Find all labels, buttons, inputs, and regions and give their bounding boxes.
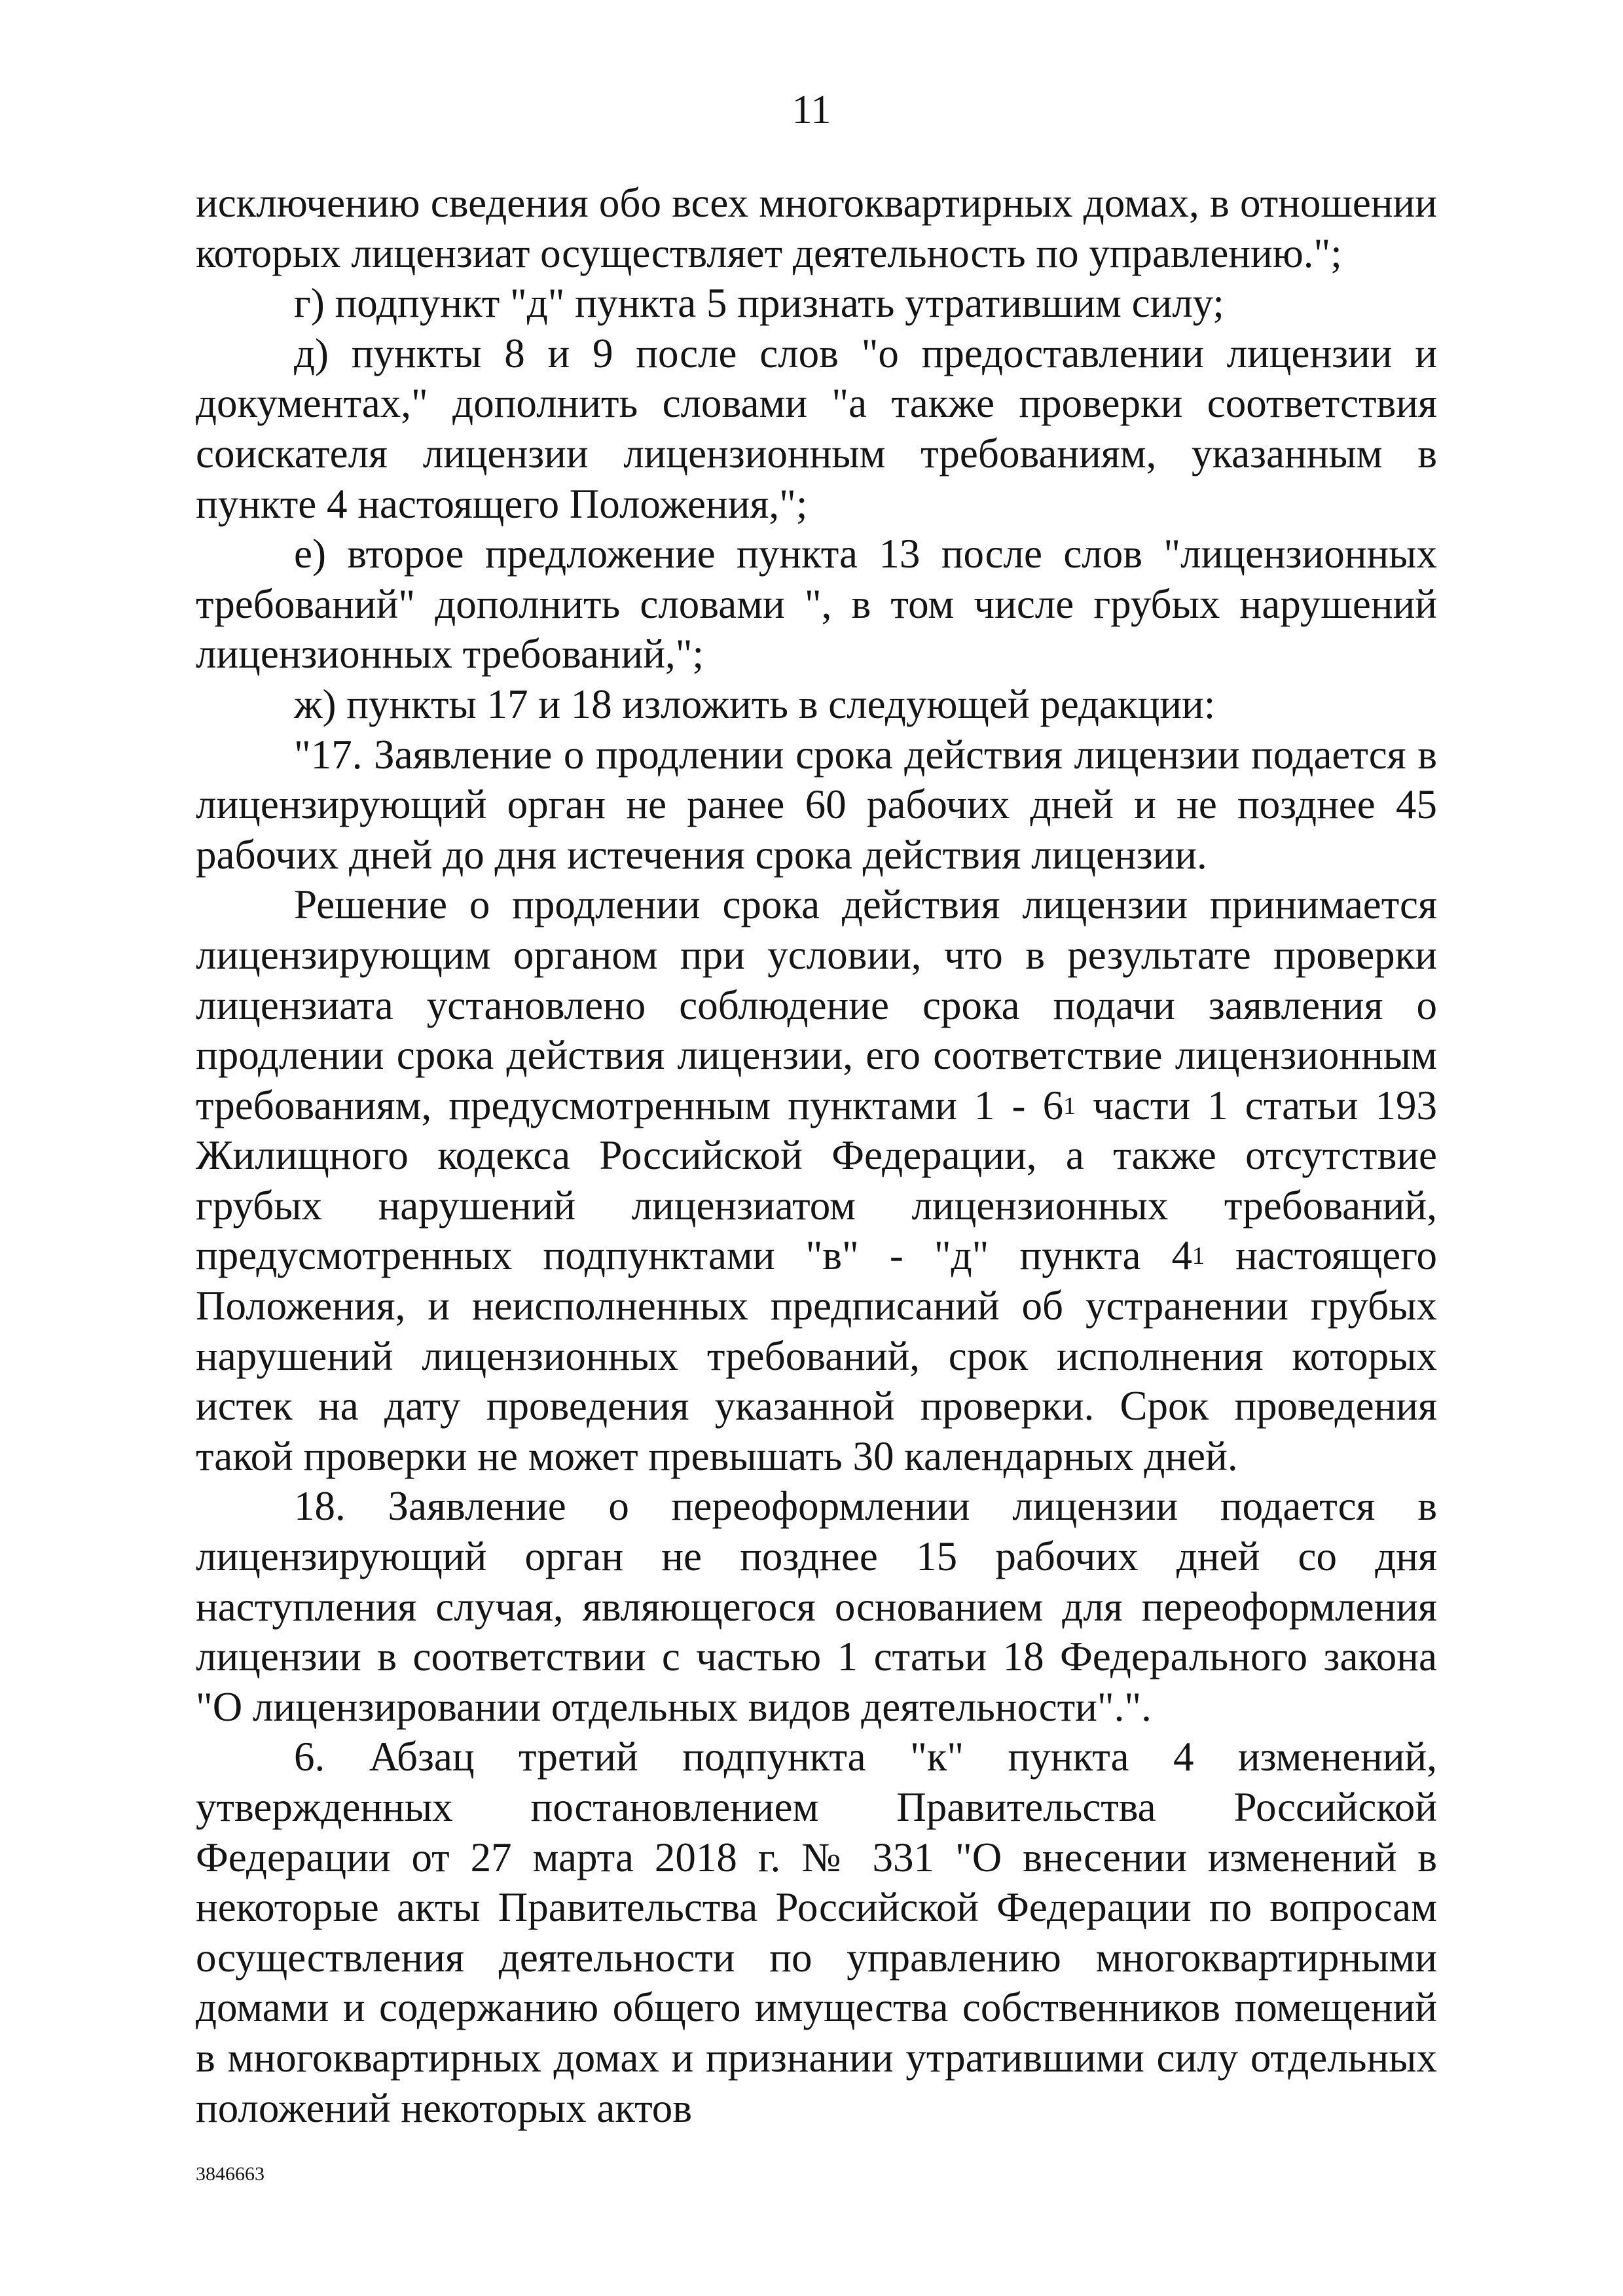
paragraph-item-6: 6. Абзац третий подпункта "к" пункта 4 изменений, утвержденных постановлением Правительства Российской Федерации от 27 марта 2018 г. № 331 "О внесении изменений в некоторые акты Правительства Российской Федерации по вопросам осуществления деятельности по управлению многоквартирными домами и содержанию общего имущества собственников помещений в многоквартирных домах и признании утратившими силу отдельных положений некоторых актов [196, 1734, 1437, 2131]
paragraph-decision [196, 880, 1448, 1481]
paragraph-subitem-zh: ж) пункты 17 и 18 изложить в следующей редакции: [294, 681, 1216, 727]
paragraph-decision-part3: настоящего Положения, и неисполненных предписаний об устранении грубых нарушений лицензионных требований, срок исполнения которых истек на дату проведения указанной проверки. Срок проведения такой проверки не может превышать 30 календарных дней. [196, 1232, 1448, 1479]
superscript-marker: 1 [1192, 1242, 1205, 1270]
paragraph-item-17: "17. Заявление о продлении срока действия лицензии подается в лицензирующий орган не ранее 60 рабочих дней и не позднее 45 рабочих дней до дня истечения срока действия лицензии. [196, 731, 1437, 878]
document-body [196, 178, 1448, 2133]
document-code: 3846663 [196, 2163, 264, 2185]
superscript-marker: 1 [1063, 1092, 1076, 1120]
paragraph-item-18: 18. Заявление о переоформлении лицензии подается в лицензирующий орган не позднее 15 рабочих дней со дня наступления случая, являющегося основанием для переоформления лицензии в соответствии с частью 1 статьи 18 Федерального закона "О лицензировании отдельных видов деятельности".". [196, 1483, 1437, 1730]
paragraph-decision-part1: Решение о продлении срока действия лицензии принимается лицензирующим органом при условии, что в результате проверки лицензиата установлено соблюдение срока подачи заявления о продлении срока действия лицензии, его соответствие лицензионным требованиям, предусмотренным пунктами 1 - 6 [196, 882, 1448, 1128]
paragraph-subitem-e: е) второе предложение пункта 13 после слов "лицензионных требований" дополнить словами ", в том числе грубых нарушений лицензионных требований,"; [196, 531, 1437, 677]
paragraph-subitem-g: г) подпункт "д" пункта 5 признать утратившим силу; [294, 280, 1224, 327]
paragraph-subitem-d: д) пункты 8 и 9 после слов "о предоставлении лицензии и документах," дополнить словами "а также проверки соответствия соискателя лицензии лицензионным требованиям, указанным в пункте 4 настоящего Положения,"; [196, 330, 1437, 527]
paragraph-decision-part2: части 1 статьи 193 Жилищного кодекса Российской Федерации, а также отсутствие грубых нарушений лицензиатом лицензионных требований, предусмотренных подпунктами "в" - "д" пункта 4 [196, 1082, 1448, 1279]
paragraph-continuation: исключению сведения обо всех многоквартирных домах, в отношении которых лицензиат осуществляет деятельность по управлению."; [196, 180, 1437, 276]
page-number: 11 [792, 88, 831, 132]
